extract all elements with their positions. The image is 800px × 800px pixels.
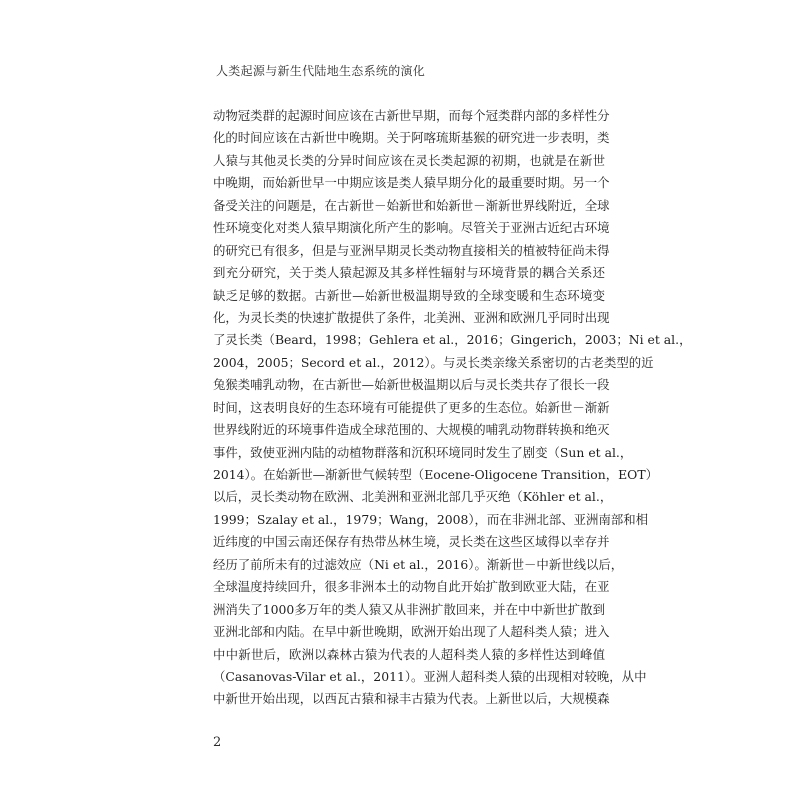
text-line: 化，为灵长类的快速扩散提供了条件，北美洲、亚洲和欧洲几乎同时出现 bbox=[213, 309, 610, 325]
text-line: 的研究已有很多，但是与亚洲早期灵长类动物直接相关的植被特征尚未得 bbox=[213, 242, 610, 258]
text-line: 经历了前所未有的过滤效应（Ni et al.，2016）。渐新世－中新世线以后， bbox=[213, 556, 624, 572]
text-line: 兔猴类哺乳动物，在古新世—始新世极温期以后与灵长类共存了很长一段 bbox=[213, 377, 610, 393]
text-line: 事件，致使亚洲内陆的动植物群落和沉积环境同时发生了剧变（Sun et al.， bbox=[213, 444, 633, 460]
text-line: 到充分研究，关于类人猿起源及其多样性辐射与环境背景的耦合关系还 bbox=[213, 265, 605, 281]
text-line: 世界线附近的环境事件造成全球范围的、大规模的哺乳动物群转换和绝灭 bbox=[213, 422, 610, 438]
text-line: 动物冠类群的起源时间应该在古新世早期，而每个冠类群内部的多样性分 bbox=[213, 108, 610, 123]
text-line: 近纬度的中国云南还保存有热带丛林生境，灵长类在这些区域得以幸存并 bbox=[213, 534, 610, 550]
text-line: （Casanovas-Vilar et al.，2011）。亚洲人超科类人猿的出现相对较晚，从中 bbox=[213, 668, 647, 684]
text-line: 亚洲北部和内陆。在早中新世晚期，欧洲开始出现了人超科类人猿；进入 bbox=[213, 624, 610, 640]
text-line: 中中新世后，欧洲以森林古猿为代表的人超科类人猿的多样性达到峰值 bbox=[213, 646, 605, 662]
text-line: 时间，这表明良好的生态环境有可能提供了更多的生态位。始新世－渐新 bbox=[213, 399, 610, 415]
text-line: 2004，2005；Secord et al.，2012）。与灵长类亲缘关系密切的古老类型的近 bbox=[213, 354, 654, 370]
text-line: 性环境变化对类人猿早期演化所产生的影响。尽管关于亚洲古近纪古环境 bbox=[213, 220, 610, 236]
page-number: 2 bbox=[213, 735, 222, 750]
text-line: 洲消失了1000多万年的类人猿又从非洲扩散回来，并在中中新世扩散到 bbox=[213, 601, 605, 617]
text-line: 了灵长类（Beard，1998；Gehlera et al.，2016；Gingerich，2003；Ni et al.， bbox=[213, 332, 692, 348]
text-line: 缺乏足够的数据。古新世—始新世极温期导致的全球变暖和生态环境变 bbox=[213, 287, 605, 303]
text-line: 全球温度持续回升，很多非洲本土的动物自此开始扩散到欧亚大陆，在亚 bbox=[213, 579, 610, 595]
text-line: 中晚期，而始新世早一中期应该是类人猿早期分化的最重要时期。另一个 bbox=[213, 175, 610, 191]
text-line: 人猿与其他灵长类的分异时间应该在灵长类起源的初期，也就是在新世 bbox=[213, 152, 605, 168]
running-header: 人类起源与新生代陆地生态系统的演化 bbox=[216, 64, 426, 78]
text-line: 中新世开始出现，以西瓦古猿和禄丰古猿为代表。上新世以后，大规模森 bbox=[213, 691, 610, 707]
text-line: 2014）。在始新世—渐新世气候转型（Eocene-Oligocene Transition，EOT） bbox=[213, 467, 658, 482]
body-paragraph bbox=[213, 105, 692, 711]
text-line: 备受关注的问题是，在古新世－始新世和始新世－渐新世界线附近，全球 bbox=[213, 197, 610, 213]
text-line: 1999；Szalay et al.，1979；Wang，2008），而在非洲北部、亚洲南部和相 bbox=[213, 511, 649, 527]
text-line: 以后，灵长类动物在欧洲、北美洲和亚洲北部几乎灭绝（Köhler et al.， bbox=[213, 489, 613, 505]
text-line: 化的时间应该在古新世中晚期。关于阿喀琉斯基猴的研究进一步表明，类 bbox=[213, 130, 610, 146]
